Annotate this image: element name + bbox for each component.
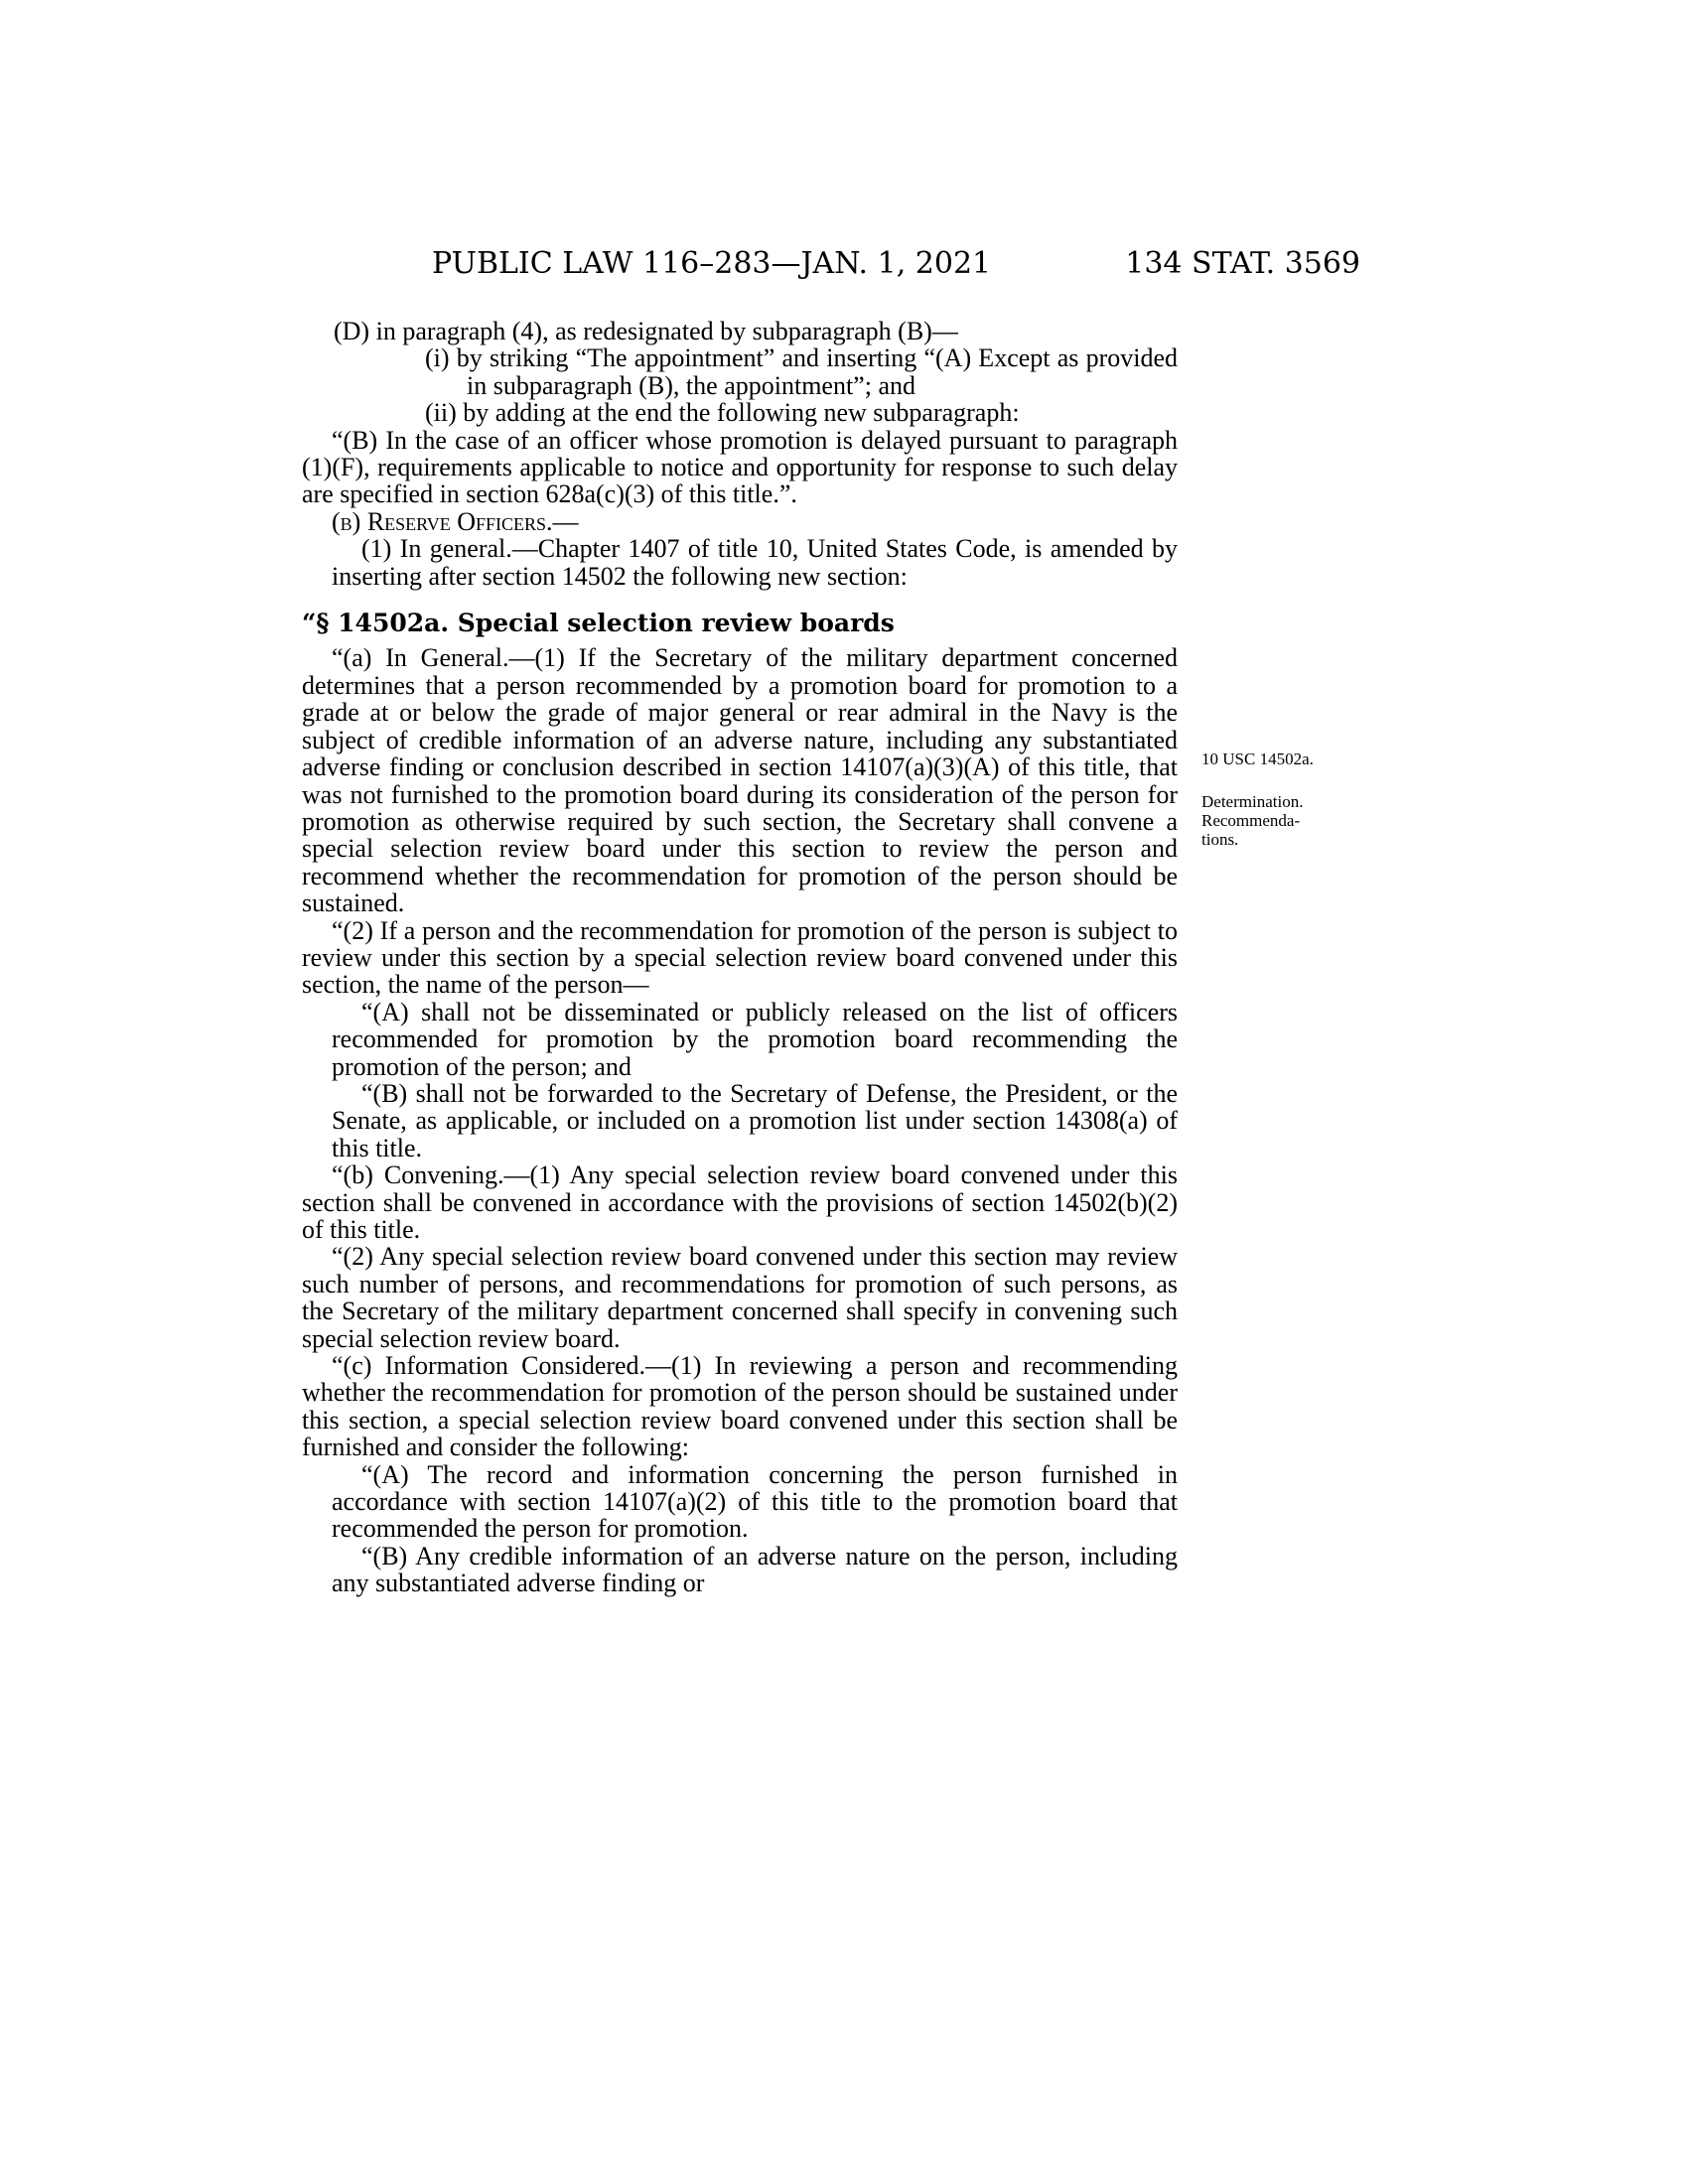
margin-note-recommendations-a: Recommenda-	[1201, 811, 1301, 830]
subsection-b-2: “(2) Any special selection review board convened under this section may review such number of persons, and recommendations for promotion of such persons, as the Secretary of the military department concerned shall specify in convening such special selection review board.	[302, 1242, 1178, 1353]
running-header-title: PUBLIC LAW 116–283—JAN. 1, 2021	[432, 246, 992, 281]
margin-note-citation: 10 USC 14502a.	[1201, 750, 1314, 768]
subsection-c-information: “(c) Information Considered.—(1) In reviewing a person and recommending whether the recommendation for promotion of the person should be sustained under this section, a special selection review board convened under this section shall be furnished and consider the following:	[302, 1351, 1178, 1462]
clause-i: (i) by striking “The appointment” and inserting “(A) Except as provided in subparagraph (B), the appointment”; and	[425, 343, 1178, 400]
subsection-a-2-B: “(B) shall not be forwarded to the Secretary of Defense, the President, or the Senate, as applicable, or included on a promotion list under section 14308(a) of this title.	[332, 1078, 1178, 1162]
subsection-b-heading: (b) Reserve Officers.—	[332, 506, 579, 536]
subsection-a-2-A: “(A) shall not be disseminated or publicly released on the list of officers recommended for promotion by the promotion board recommending the promotion of the person; and	[332, 997, 1178, 1081]
margin-note-determination: Determination.	[1201, 792, 1304, 811]
clause-ii: (ii) by adding at the end the following new subparagraph:	[425, 398, 1020, 428]
margin-note-recommendations-b: tions.	[1201, 830, 1239, 849]
running-header-page-citation: 134 STAT. 3569	[1125, 246, 1360, 281]
subsection-a: “(a) In General.—(1) If the Secretary of the military department concerned determines that a person recommended by a promotion board for promotion to a grade at or below the grade of major general or rear admiral in the Navy is the subject of credible information of an adverse nature, including any substantiated adverse finding or conclusion described in section 14107(a)(3)(A) of this title, that was not furnished to the promotion board during its consideration of the person for promotion as otherwise required by such section, the Secretary shall convene a special selection review board under this section to review the person and recommend whether the recommendation for promotion of the person should be sustained.	[302, 643, 1178, 918]
subsection-b-convening: “(b) Convening.—(1) Any special selection review board convened under this section shall be convened in accordance with the provisions of section 14502(b)(2) of this title.	[302, 1160, 1178, 1244]
quoted-subparagraph-b: “(B) In the case of an officer whose promotion is delayed pursuant to paragraph (1)(F), requirements applicable to notice and opportunity for response to such delay are specified in section 628a(c)(3) of this title.”.	[302, 425, 1178, 509]
margin-notes	[1201, 750, 1314, 849]
paragraph-d: (D) in paragraph (4), as redesignated by subparagraph (B)—	[334, 317, 958, 345]
subsection-c-1-B: “(B) Any credible information of an adverse nature on the person, including any substantiated adverse finding or	[332, 1541, 1178, 1598]
section-heading: “§ 14502a. Special selection review boards	[302, 609, 895, 638]
statute-body	[302, 318, 1178, 1597]
subsection-a-2: “(2) If a person and the recommendation for promotion of the person is subject to review under this section by a special selection review board convened under this section, the name of the person—	[302, 915, 1178, 1000]
subsection-c-1-A: “(A) The record and information concerning the person furnished in accordance with section 14107(a)(2) of this title to the promotion board that recommended the person for promotion.	[332, 1459, 1178, 1544]
paragraph-1-in-general: (1) In general.—Chapter 1407 of title 10, United States Code, is amended by inserting after section 14502 the following new section:	[332, 534, 1178, 591]
